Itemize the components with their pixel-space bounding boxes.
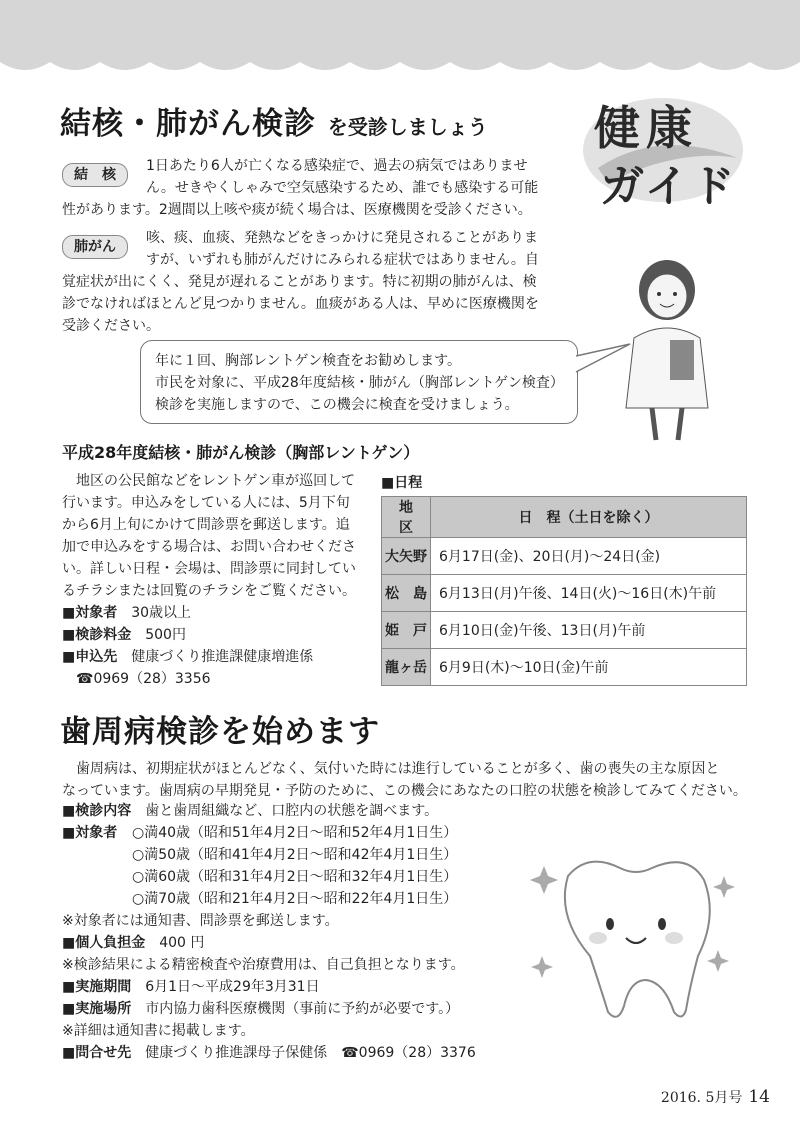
perio-target-label: ■対象者: [62, 825, 118, 841]
tag-lung-cancer: 肺がん: [62, 235, 128, 259]
table-row: 姫 戸 6月10日(金)午後、13日(月)午前: [382, 612, 747, 649]
perio-place: ■実施場所 市内協力歯科医療機関（事前に予約が必要です。）: [62, 1001, 460, 1017]
tb-apply: ■申込先 健康づくり推進課健康増進係: [62, 649, 314, 665]
perio-target-3: ○満60歳（昭和31年4月2日～昭和32年4月1日生）: [132, 869, 458, 885]
schedule-header-row: [382, 497, 747, 538]
perio-contact: ■問合せ先 健康づくり推進課母子保健係 ☎0969（28）3376: [62, 1045, 476, 1061]
perio-intro: 歯周病は、初期症状がほとんどなく、気付いた時には進行していることが多く、歯の喪失の主な原因と なっています。歯周病の早期発見・予防のために、この機会にあなたの口腔の状態を検診してみてください。: [62, 761, 747, 799]
perio-target-4: ○満70歳（昭和21年4月2日～昭和22年4月1日生）: [132, 891, 458, 907]
tb-target: ■対象者 30歳以上: [62, 605, 192, 621]
tag-tuberculosis: 結 核: [62, 163, 128, 187]
tooth-illustration: [528, 846, 738, 1026]
schedule-heading: ■日程: [381, 475, 423, 491]
perio-cost: ■個人負担金 400 円: [62, 935, 205, 951]
bubble-tail: [574, 338, 634, 378]
tb-description: 地区の公民館などをレントゲン車が巡回して 行います。申込みをしている人には、5月下旬 から6月上旬にかけて問診票を郵送します。追 加で申込みをする場合は、お問い合わせくださ い。詳しい日程・会場は、問診票に同封してい るチラシまたは回覧のチラシをご覧ください。: [62, 473, 356, 599]
perio-content: ■検診内容 歯と歯周組織など、口腔内の状態を調べます。: [62, 803, 439, 819]
table-row: 大矢野 6月17日(金)、20日(月)～24日(金): [382, 538, 747, 575]
speech-bubble: 年に１回、胸部レントゲン検査をお勧めします。 市民を対象に、平成28年度結核・肺がん（胸部レントゲン検査） 検診を実施しますので、この機会に検査を受けましょう。: [140, 340, 578, 424]
tb-title: 結核・肺がん検診 を受診しましょう: [60, 106, 488, 142]
tb-apply-phone: ☎0969（28）3356: [76, 671, 211, 687]
logo-line1: 健康: [594, 101, 698, 155]
para-lung-cancer: 咳、痰、血痰、発熱などをきっかけに発見されることがありま すが、いずれも肺がんだけにみられる症状ではありません。自 覚症状が出にくく、発見が遅れることがあります。特に初期の肺がんは、検 診でなければほとんど見つかりません。血痰がある人は、早めに医療機関を 受診ください。: [62, 230, 539, 334]
schedule-head-date: 日 程（土日を除く）: [431, 497, 747, 538]
health-guide-logo: [578, 88, 748, 218]
schedule-head-area: 地 区: [382, 497, 431, 538]
perio-target-note: ※対象者には通知書、問診票を郵送します。: [62, 913, 339, 929]
logo-line2: ガイド: [600, 161, 737, 212]
perio-cost-note: ※検診結果による精密検査や治療費用は、自己負担となります。: [62, 957, 465, 973]
para-tuberculosis: 1日あたり6人が亡くなる感染症で、過去の病気ではありませ ん。せきやくしゃみで空気感染するため、誰でも感染する可能 性があります。2週間以上咳や痰が続く場合は、医療機関を受診ください。: [62, 158, 539, 218]
tb-fee: ■検診料金 500円: [62, 627, 186, 643]
table-row: 松 島 6月13日(月)午後、14日(火)～16日(木)午前: [382, 575, 747, 612]
tb-section-title: 平成28年度結核・肺がん検診（胸部レントゲン）: [62, 443, 420, 462]
perio-target-2: ○満50歳（昭和41年4月2日～昭和42年4月1日生）: [132, 847, 458, 863]
perio-place-note: ※詳細は通知書に掲載します。: [62, 1023, 255, 1039]
perio-target-1: ○満40歳（昭和51年4月2日～昭和52年4月1日生）: [132, 825, 458, 841]
schedule-table: [381, 496, 747, 686]
table-row: 龍ヶ岳 6月9日(木)～10日(金)午前: [382, 649, 747, 686]
perio-period: ■実施期間 6月1日～平成29年3月31日: [62, 979, 320, 995]
header-scallop: [0, 48, 800, 78]
perio-title: 歯周病検診を始めます: [60, 714, 380, 750]
page-footer: 2016. 5月号 14: [660, 1087, 770, 1107]
